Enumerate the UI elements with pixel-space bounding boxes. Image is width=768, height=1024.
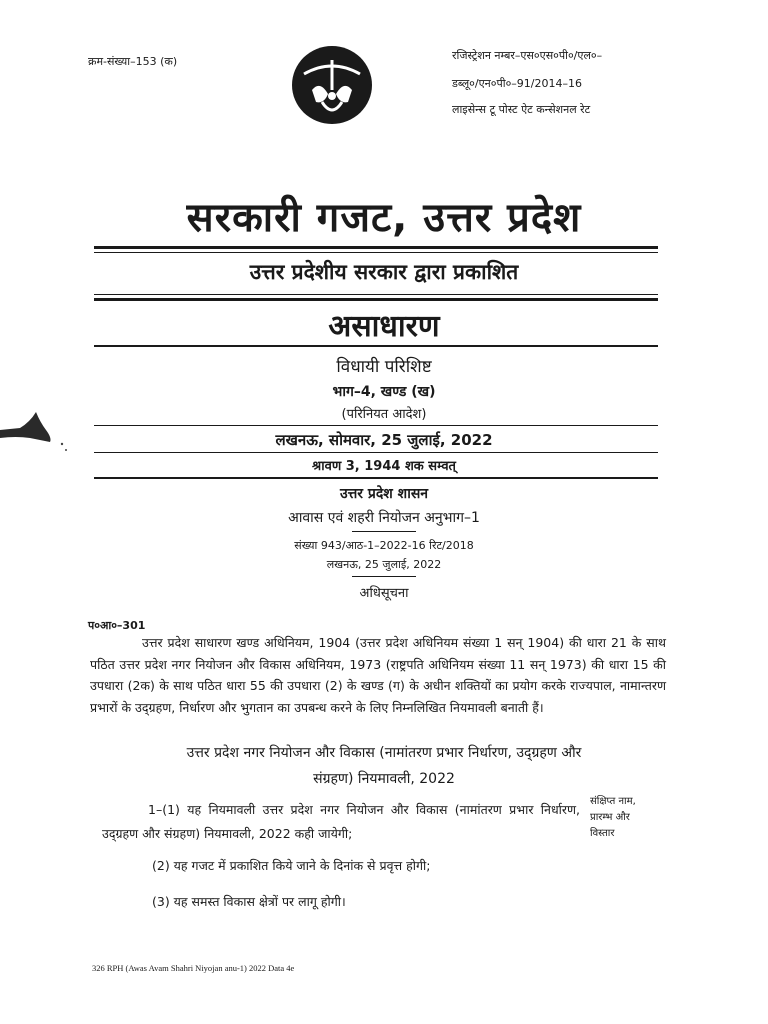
license-note: लाइसेन्स टू पोस्ट ऐट कन्सेशनल रेट (452, 103, 591, 116)
order-place-date: लखनऊ, 25 जुलाई, 2022 (326, 558, 442, 571)
rules-title (0, 740, 768, 792)
clause-1-text: 1–(1) यह नियमावली उत्तर प्रदेश नगर नियोजन और विकास (नामांतरण प्रभार निर्धारण, उद्ग्रहण और संग्रहण) नियमावली, 2022 कही जायेगी; (102, 802, 580, 841)
clause-3: (3) यह समस्त विकास क्षेत्रों पर लागू होगी। (152, 894, 346, 909)
serial-number: क्रम-संख्या–153 (क) (88, 55, 178, 68)
extraordinary-label: असाधारण (328, 309, 440, 344)
clause-1 (102, 798, 580, 846)
divider (94, 477, 658, 479)
divider (94, 452, 658, 453)
margin-note-line-3: विस्तार (590, 828, 615, 839)
divider (94, 345, 658, 347)
gazette-subtitle: उत्तर प्रदेशीय सरकार द्वारा प्रकाशित (249, 260, 519, 284)
rules-title-line-2: संग्रहण) नियमावली, 2022 (313, 771, 455, 787)
government-name: उत्तर प्रदेश शासन (339, 486, 429, 502)
divider (94, 252, 658, 253)
rules-title-line-1: उत्तर प्रदेश नगर नियोजन और विकास (नामांतरण प्रभार निर्धारण, उद्ग्रहण और (186, 745, 582, 761)
print-code: 326 RPH (Awas Avam Shahri Niyojan anu-1) 2022 Data 4e (92, 963, 295, 973)
department-name: आवास एवं शहरी नियोजन अनुभाग–1 (288, 510, 480, 526)
ink-blot-icon (0, 408, 70, 456)
shaka-date: श्रावण 3, 1944 शक सम्वत् (312, 459, 456, 474)
registration-number-line-2: डब्लू०/एन०पी०–91/2014–16 (452, 77, 583, 90)
divider (94, 294, 658, 295)
preamble-text: उत्तर प्रदेश साधारण खण्ड अधिनियम, 1904 (उत्तर प्रदेश अधिनियम संख्या 1 सन् 1904) की धारा 21 के साथ पठित उत्तर प्रदेश नगर नियोजन और विकास अधिनियम, 1973 (राष्ट्रपति अधिनियम संख्या 11 सन् 1973) की धारा 15 की उपधारा (2क) के साथ पठित धारा 55 की उपधारा (2) के खण्ड (ग) के अधीन शक्तियों का प्रयोग करके राज्यपाल, नामान्तरण प्रभारों के उद्ग्रहण, निर्धारण और भुगतान का उपबन्ध करने के लिए निम्नलिखित नियमावली बनाती हैं। (90, 635, 666, 715)
gazette-title: सरकारी गजट, उत्तर प्रदेश (186, 195, 582, 241)
notification-heading: अधिसूचना (359, 586, 409, 601)
registration-number-line-1: रजिस्ट्रेशन नम्बर–एस०एस०पी०/एल०– (452, 49, 603, 62)
supplement-type: (परिनियत आदेश) (341, 407, 427, 422)
margin-note (590, 794, 670, 842)
margin-note-line-1: संक्षिप्त नाम, (590, 796, 636, 807)
divider (94, 298, 658, 301)
margin-note-line-2: प्रारम्भ और (590, 812, 630, 823)
divider (94, 425, 658, 426)
divider (352, 576, 416, 577)
up-state-emblem-icon (290, 44, 374, 126)
clause-2: (2) यह गजट में प्रकाशित किये जाने के दिनांक से प्रवृत्त होगी; (152, 858, 431, 873)
supplement-name: विधायी परिशिष्ट (336, 357, 432, 377)
reference-number: प०आ०–301 (88, 619, 146, 632)
supplement-part: भाग–4, खण्ड (ख) (332, 384, 436, 400)
divider (94, 246, 658, 249)
preamble-paragraph (90, 632, 666, 718)
order-number: संख्या 943/आठ-1–2022-16 रिट/2018 (294, 539, 474, 552)
publication-date: लखनऊ, सोमवार, 25 जुलाई, 2022 (275, 431, 493, 449)
divider (352, 531, 416, 532)
